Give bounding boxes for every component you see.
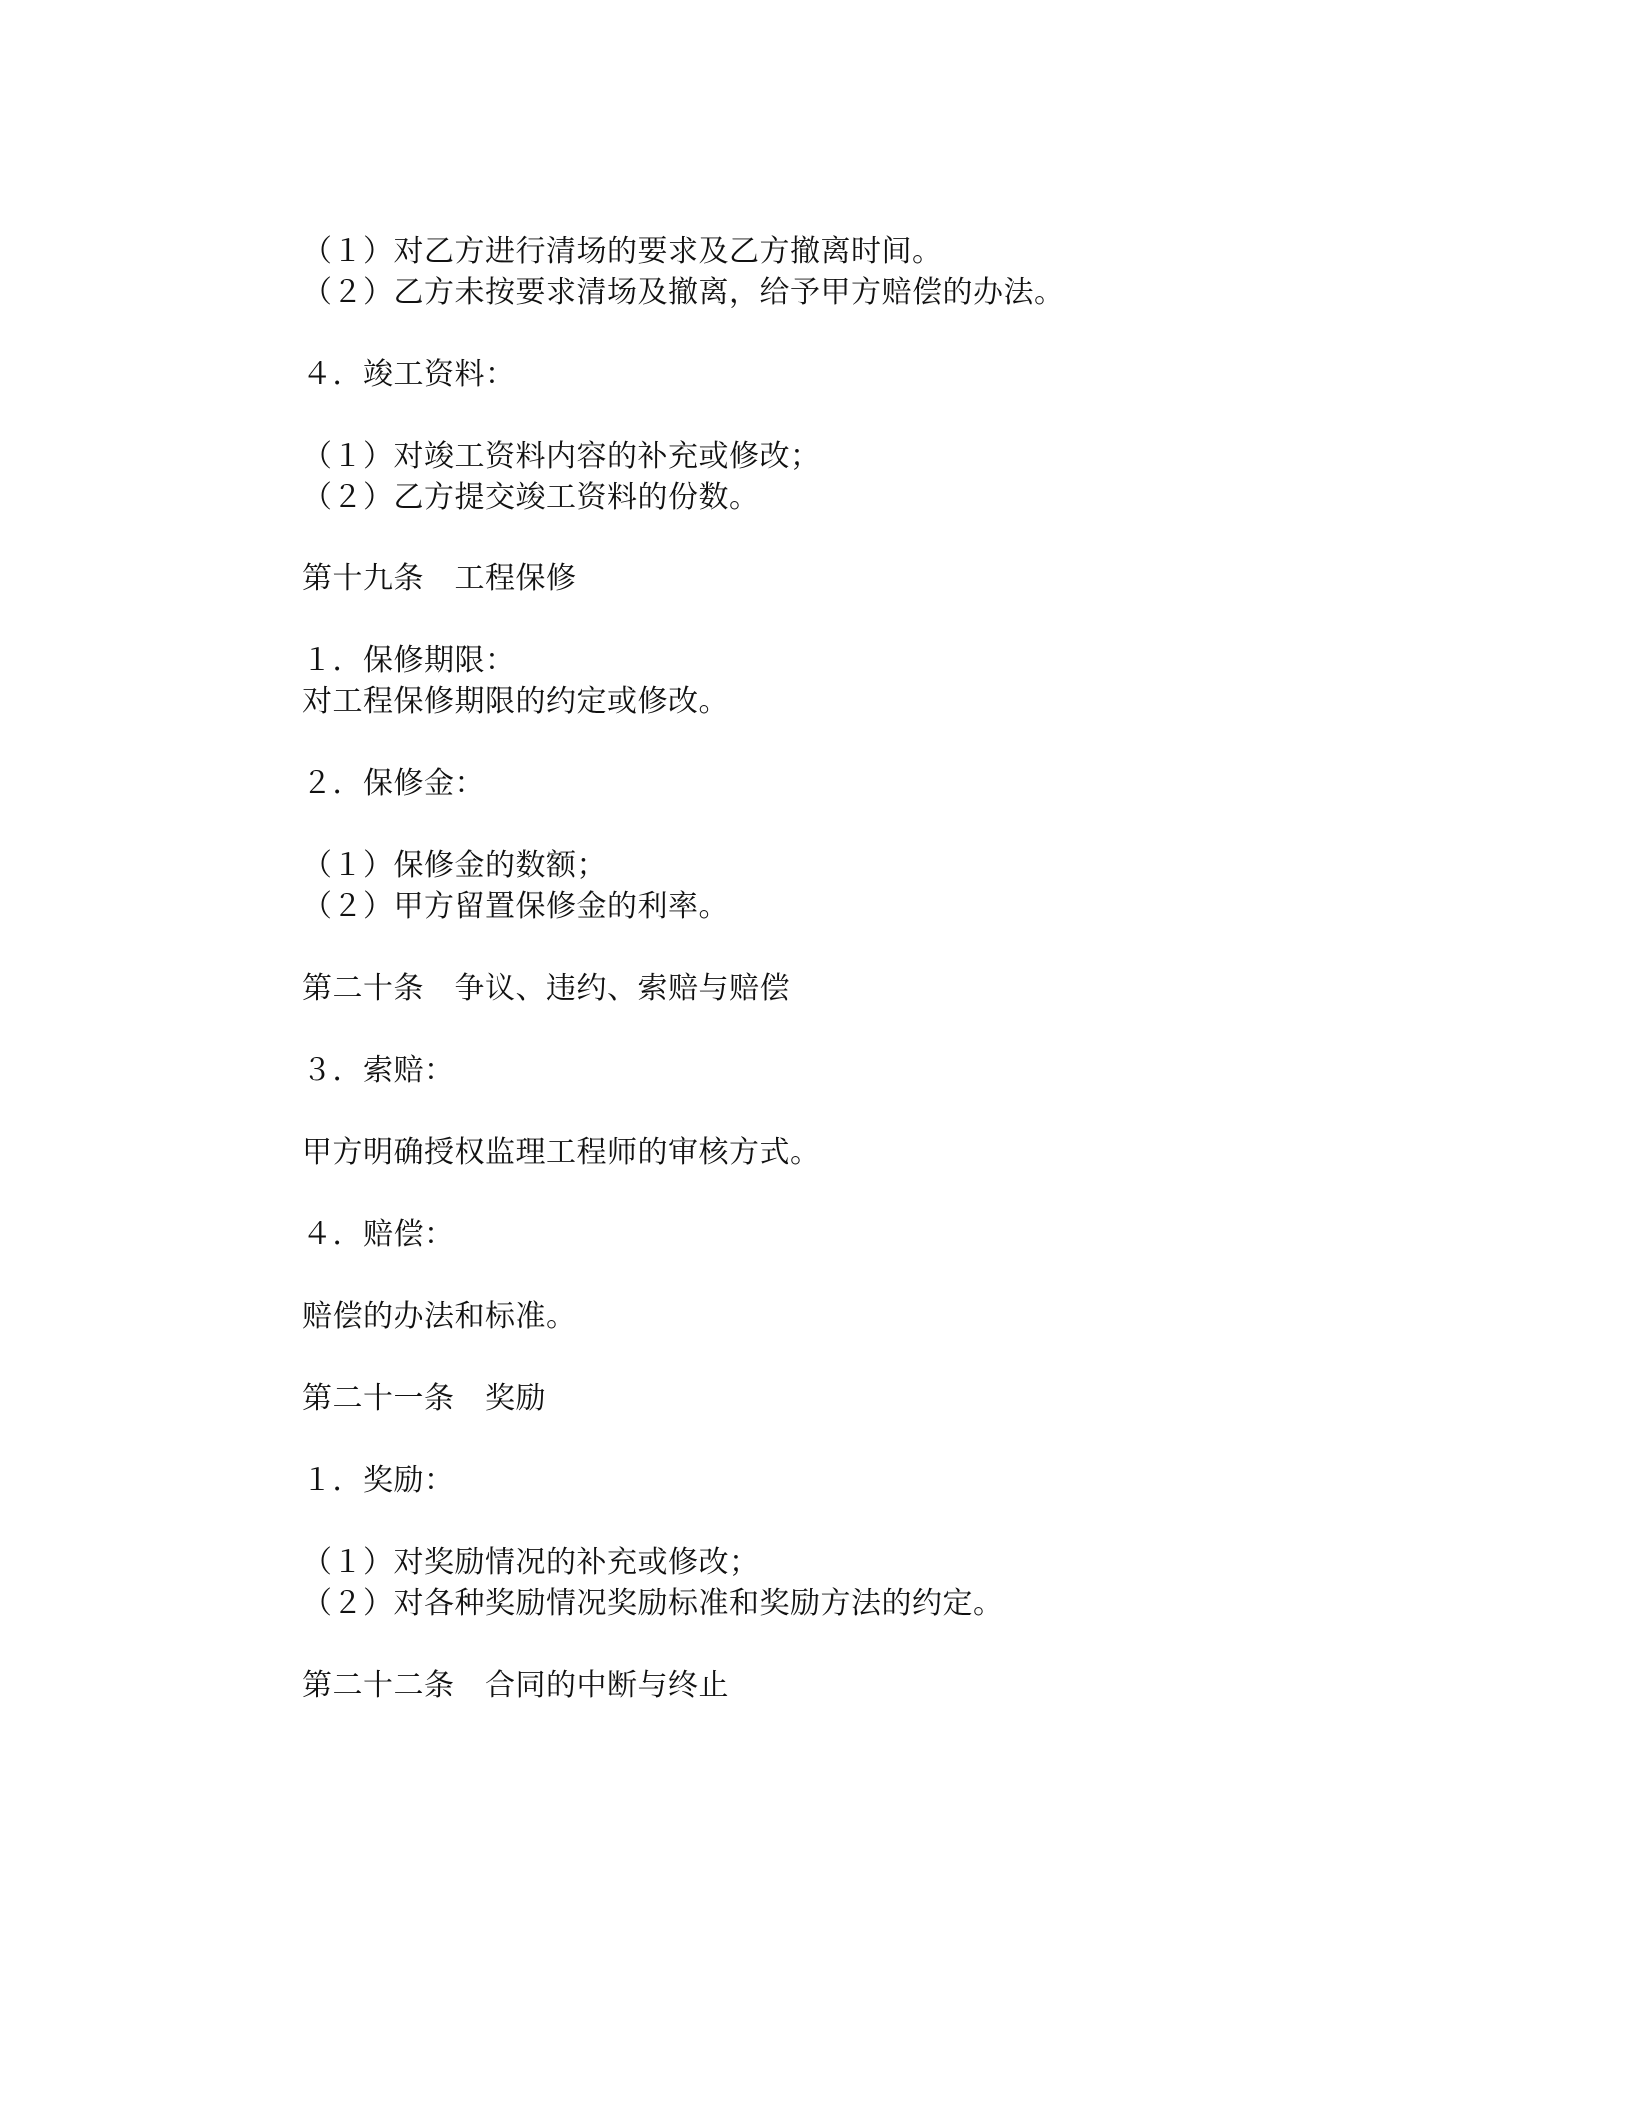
text-line: 对工程保修期限的约定或修改。 — [302, 684, 729, 719]
text-line: ４．赔偿： — [302, 1217, 455, 1252]
text-line: ３．索赔： — [302, 1053, 455, 1088]
text-line: （１）对乙方进行清场的要求及乙方撤离时间。 — [302, 234, 943, 269]
section-heading: 第二十条 争议、违约、索赔与赔偿 — [302, 971, 790, 1006]
text-line: （２）甲方留置保修金的利率。 — [302, 889, 729, 924]
text-line: 甲方明确授权监理工程师的审核方式。 — [302, 1135, 821, 1170]
text-line: １．保修期限： — [302, 643, 516, 678]
text-line: （１）对竣工资料内容的补充或修改； — [302, 439, 821, 474]
text-line: （２）乙方未按要求清场及撤离，给予甲方赔偿的办法。 — [302, 275, 1065, 310]
text-line: （１）保修金的数额； — [302, 848, 607, 883]
text-line: 赔偿的办法和标准。 — [302, 1299, 577, 1334]
text-line: １．奖励： — [302, 1463, 455, 1498]
text-line: （２）对各种奖励情况奖励标准和奖励方法的约定。 — [302, 1586, 1004, 1621]
section-heading: 第二十二条 合同的中断与终止 — [302, 1668, 729, 1703]
text-line: ２．保修金： — [302, 766, 485, 801]
section-heading: 第十九条 工程保修 — [302, 561, 577, 596]
text-line: ４．竣工资料： — [302, 357, 516, 392]
text-line: （１）对奖励情况的补充或修改； — [302, 1545, 760, 1580]
section-heading: 第二十一条 奖励 — [302, 1381, 546, 1416]
text-line: （２）乙方提交竣工资料的份数。 — [302, 480, 760, 515]
